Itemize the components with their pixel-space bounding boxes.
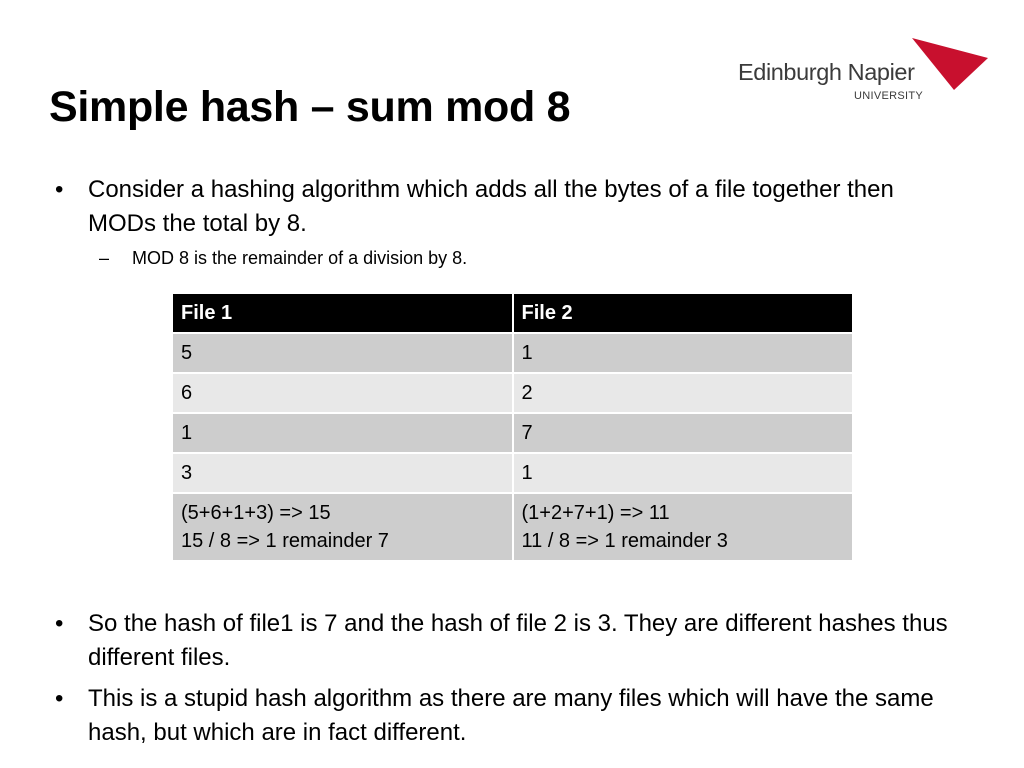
table-cell: 7 [513, 413, 854, 453]
top-bullet-list [49, 173, 949, 270]
bottom-bullet-list [49, 607, 989, 750]
bullet-marker: • [55, 610, 64, 637]
table-row [172, 373, 853, 413]
table-cell: 3 [172, 453, 513, 493]
hash-table [171, 292, 854, 562]
bullet-text: This is a stupid hash algorithm as there are many files which will have the same hash, but which are in fact different. [88, 685, 934, 746]
table-header-row [172, 293, 853, 333]
logo-subtext: UNIVERSITY [854, 90, 924, 102]
sub-bullet-text: MOD 8 is the remainder of a division by 8. [132, 248, 468, 268]
table-cell: 6 [172, 373, 513, 413]
bullet-item [49, 173, 949, 241]
sum-line: (1+2+7+1) => 11 [521, 502, 670, 524]
logo-wordmark: Edinburgh Napier [738, 59, 915, 85]
table-cell: 2 [513, 373, 854, 413]
bullet-item [49, 607, 989, 675]
sum-line: (5+6+1+3) => 15 [181, 502, 331, 524]
table-row [172, 413, 853, 453]
bullet-text: Consider a hashing algorithm which adds all the bytes of a file together then MODs the total by 8. [88, 176, 894, 237]
flag-icon [912, 38, 988, 90]
university-logo [736, 38, 988, 104]
table-cell: 5 [172, 333, 513, 373]
bullet-item [49, 682, 989, 750]
remainder-line: 11 / 8 => 1 remainder 3 [521, 530, 728, 552]
bullet-marker: • [55, 685, 64, 712]
column-header-file1: File 1 [172, 293, 513, 333]
table-cell: 1 [513, 453, 854, 493]
table-cell: 1 [172, 413, 513, 453]
bullet-marker: • [55, 176, 64, 203]
bullet-text: So the hash of file1 is 7 and the hash of file 2 is 3. They are different hashes thus different files. [88, 610, 948, 671]
slide-title: Simple hash – sum mod 8 [49, 83, 571, 131]
table-summary-cell-file2 [513, 493, 854, 561]
sub-bullet-marker: – [99, 248, 110, 268]
remainder-line: 15 / 8 => 1 remainder 7 [181, 530, 389, 552]
table-cell: 1 [513, 333, 854, 373]
table-summary-row [172, 493, 853, 561]
table-row [172, 333, 853, 373]
table-row [172, 453, 853, 493]
sub-bullet-item [49, 246, 949, 270]
table-summary-cell-file1 [172, 493, 513, 561]
column-header-file2: File 2 [513, 293, 854, 333]
